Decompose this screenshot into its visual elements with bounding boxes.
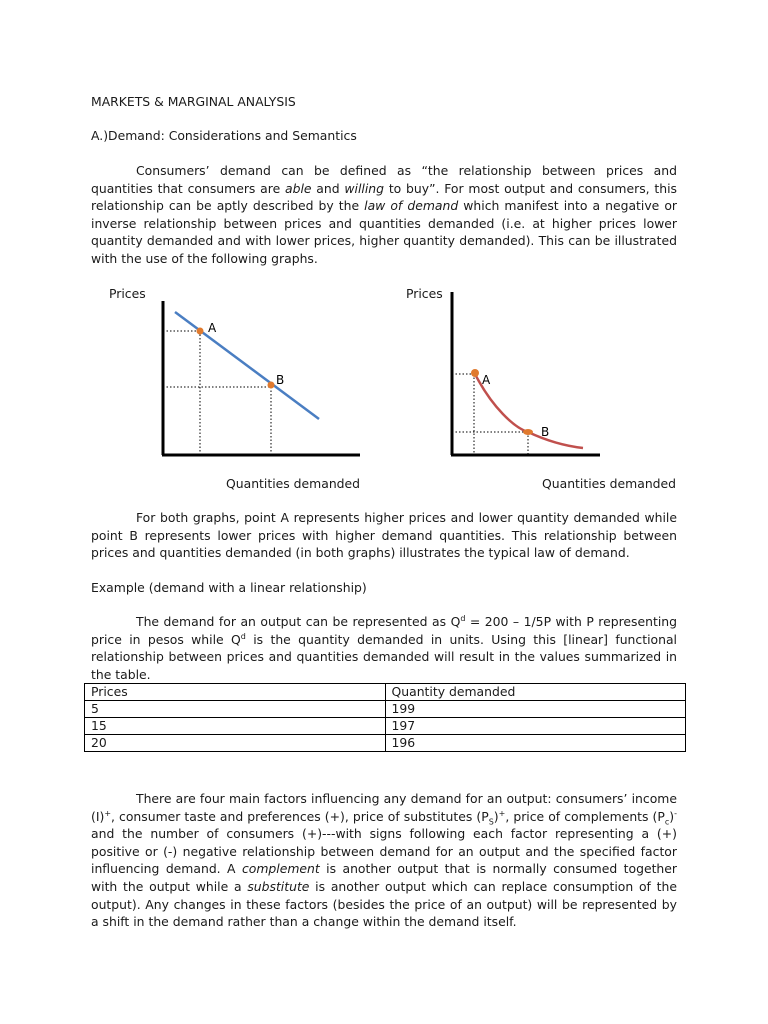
table-header-cell: Quantity demanded [385,684,686,701]
right-graph-svg [400,280,680,465]
paragraph-demand-definition: Consumers’ demand can be defined as “the relationship between prices and quantities that consumers are able and willing to buy”. For most output and consumers, this relationship can be aptly described by the law of demand which manifest into a negative or inverse relationship between prices and quantities demanded (i.e. at higher prices lower quantity demanded and with lower prices, higher quantity demanded). This can be illustrated with the use of the following graphs. [91,163,678,266]
page-title: MARKETS & MARGINAL ANALYSIS [91,94,296,109]
left-label-b: B [276,373,285,387]
table-cell: 197 [385,718,686,735]
table-header-cell: Prices [85,684,386,701]
left-demand-line [175,312,319,419]
left-point-a [197,328,204,335]
paragraph-graph-explanation: For both graphs, point A represents higher prices and lower quantity demanded while point B represents lower prices with higher demand quantities. This relationship between prices and quantities demanded (in both graphs) illustrates the typical law of demand. [91,510,677,561]
paragraph-demand-factors: There are four main factors influencing any demand for an output: consumers’ income (I)+, consumer taste and preferences (+), price of substitutes $(P_S)^+$, price of complements $(P_c)^-$ and the number of consumers (+)---with signs following each factor representing a (+) positive or (-) negative relationship between demand for an output and the specified factor influencing demand. A complement is another output that is normally consumed together with the output while a substitute is another output which can replace consumption of the output). Any changes in these factors (besides the price of an output) will be represented by a shift in the demand rather than a change within the demand itself. [91,791,677,930]
left-graph-x-label: Quantities demanded [226,476,361,491]
table-cell: 5 [85,701,386,718]
table-cell: 15 [85,718,386,735]
table-cell: 199 [385,701,686,718]
linear-demand-graph [100,280,380,491]
right-label-b: B [541,425,550,439]
right-graph-x-label: Quantities demanded [542,476,677,491]
table-row [85,718,686,735]
left-label-a: A [208,321,217,335]
left-graph-y-label: Prices [109,286,146,301]
paragraph-linear-example: The demand for an output can be represented as $Q^d = 200 - 1/5P$ with P representing price in pesos while $Q^d$ is the quantity demanded in units. Using this [linear] functional relationship between prices and quantities demanded will result in the values summarized in the table. [91,613,677,682]
table-row [85,701,686,718]
table-cell: 20 [85,735,386,752]
table-cell: 196 [385,735,686,752]
table-row [85,735,686,752]
right-point-b [523,429,533,435]
left-point-b [268,382,275,389]
right-label-a: A [482,373,491,387]
right-point-a [471,369,479,377]
right-graph-y-label: Prices [406,286,443,301]
demand-table [84,683,686,752]
section-heading: A.)Demand: Considerations and Semantics [91,128,357,143]
example-heading: Example (demand with a linear relationship) [91,580,367,595]
left-graph-svg [100,280,380,465]
table-header-row [85,684,686,701]
curved-demand-graph [400,280,680,491]
